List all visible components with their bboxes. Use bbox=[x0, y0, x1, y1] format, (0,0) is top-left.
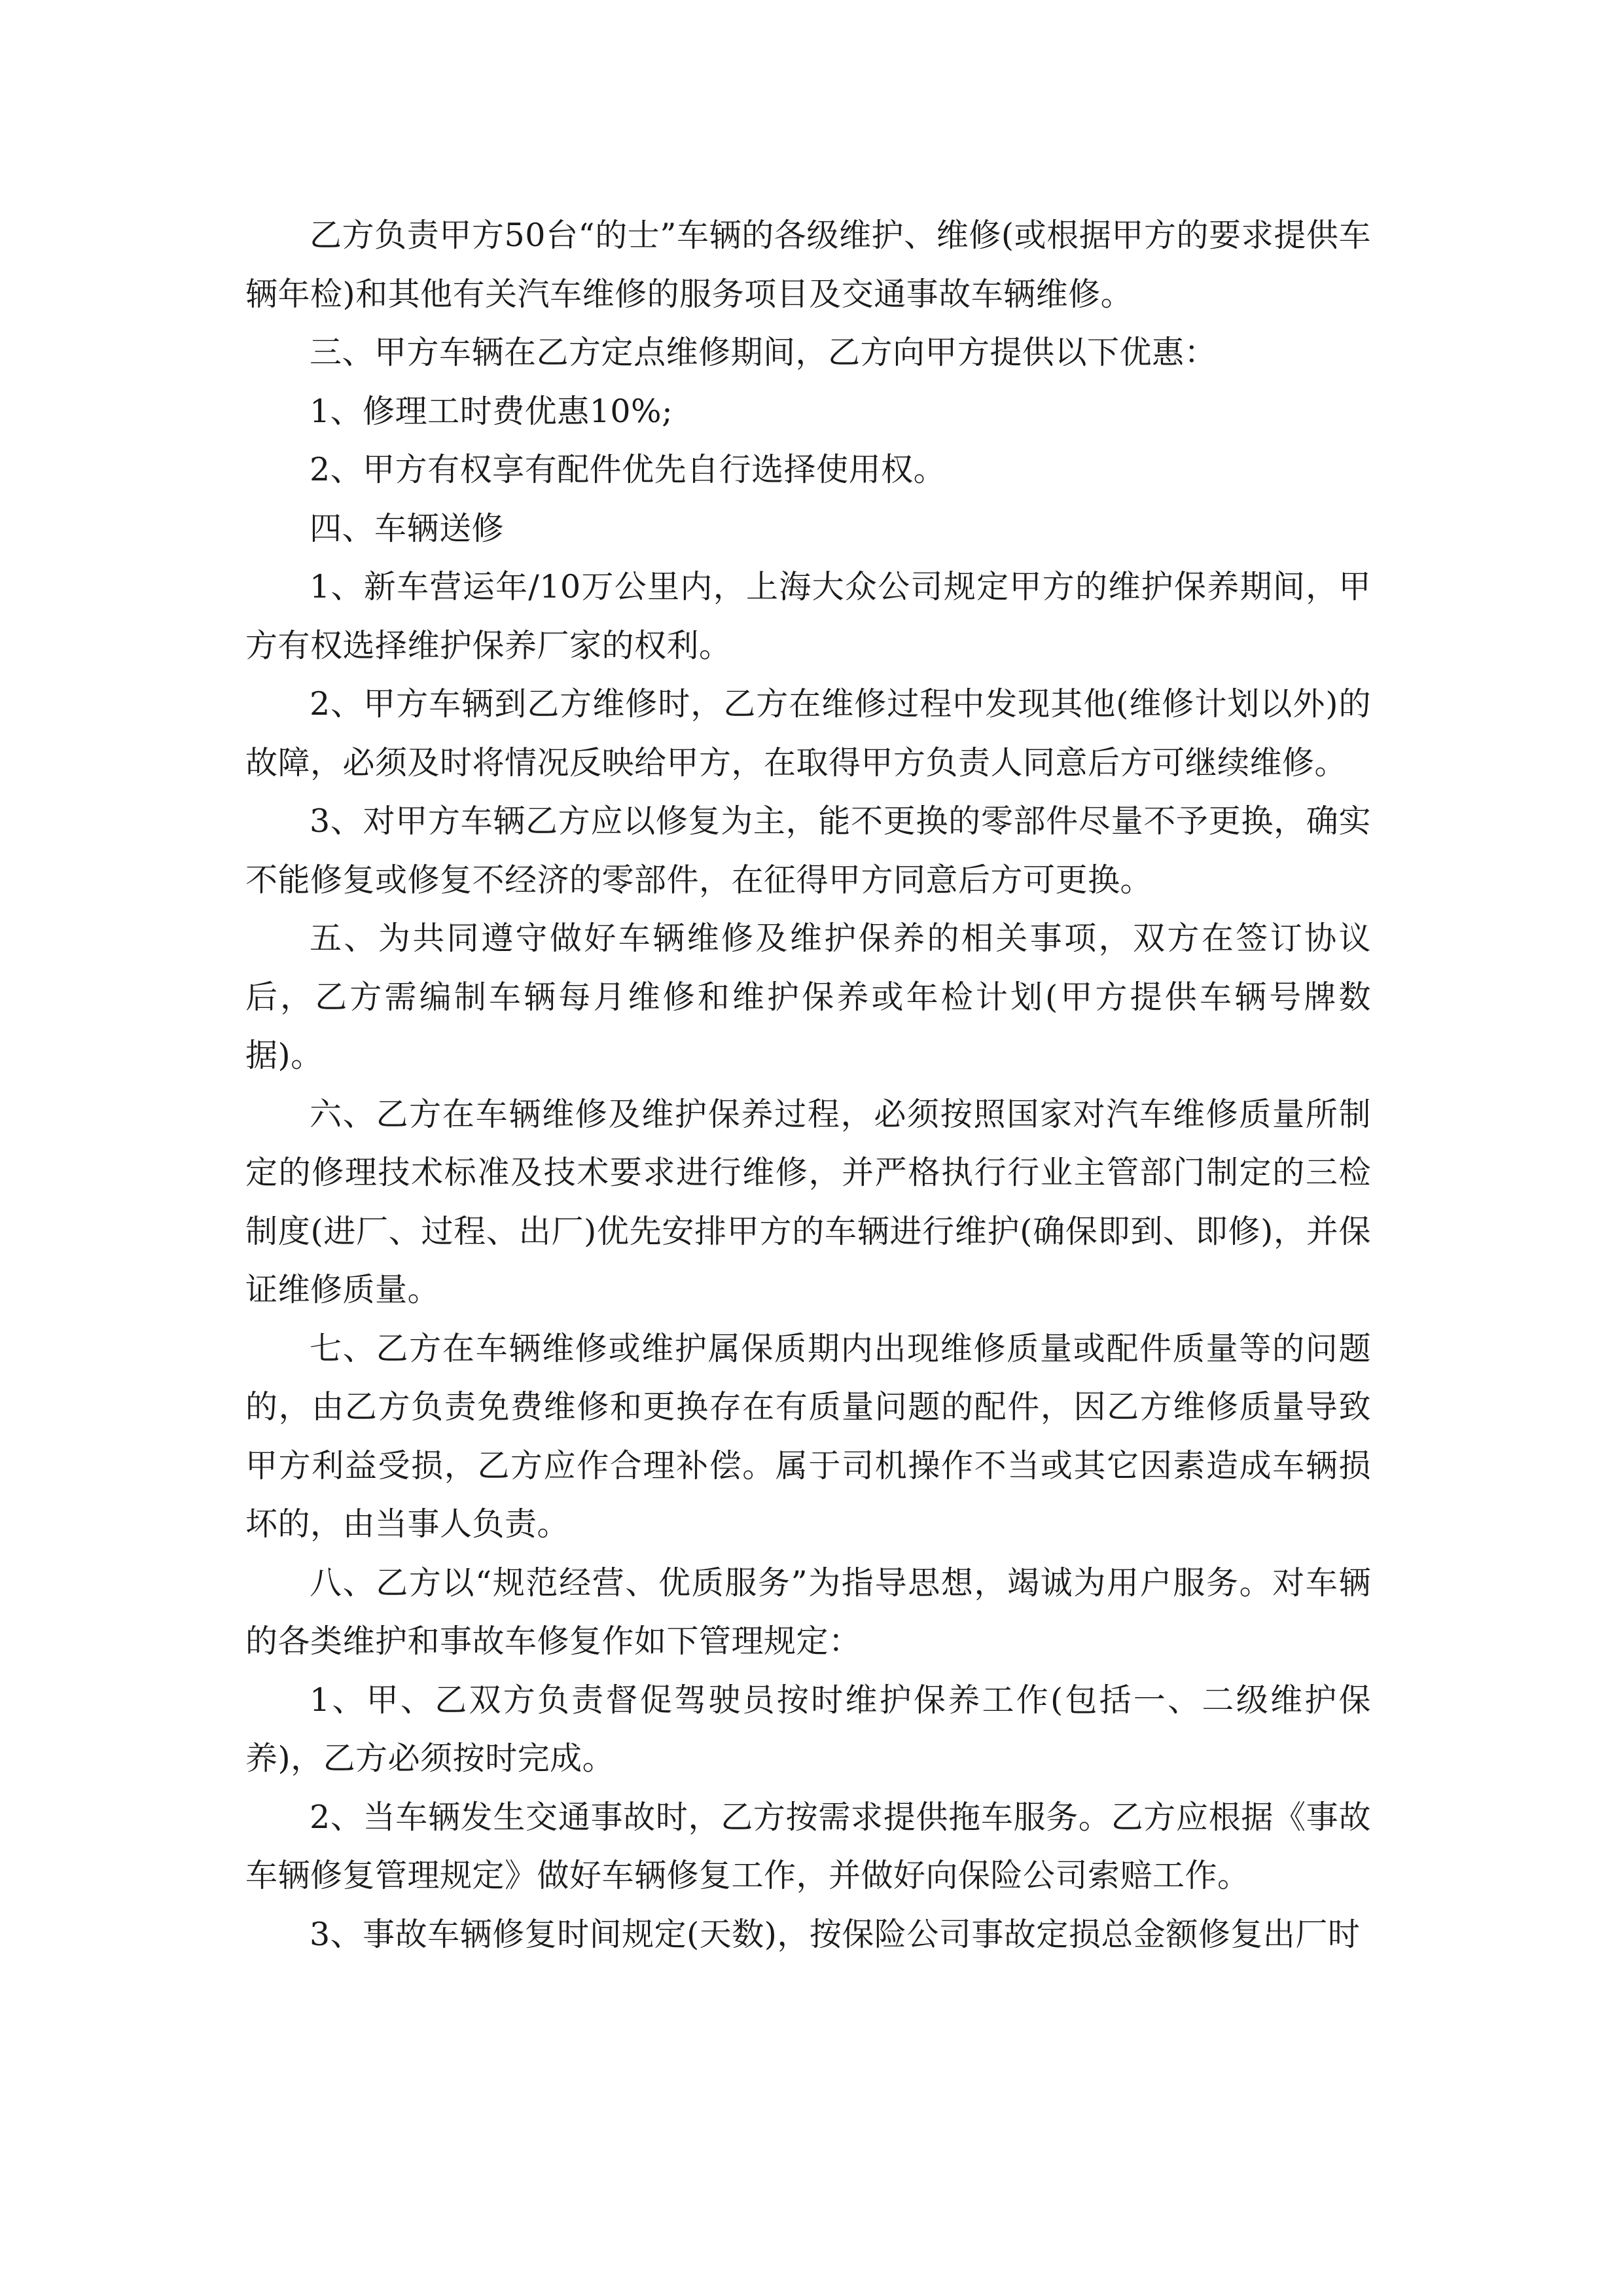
paragraph-section-4-item-2: 2、甲方车辆到乙方维修时，乙方在维修过程中发现其他(维修计划以外)的故障，必须及时将情况反映给甲方，在取得甲方负责人同意后方可继续维修。 bbox=[245, 685, 1371, 781]
paragraph-section-3-item-2: 2、甲方有权享有配件优先自行选择使用权。 bbox=[310, 451, 946, 488]
paragraph-section-7: 七、乙方在车辆维修或维护属保质期内出现维修质量或配件质量等的问题的，由乙方负责免费维修和更换存在有质量问题的配件，因乙方维修质量导致甲方利益受损，乙方应作合理补偿。属于司机操作不当或其它因素造成车辆损坏的，由当事人负责。 bbox=[245, 1329, 1371, 1543]
paragraph-section-3-heading: 三、甲方车辆在乙方定点维修期间，乙方向甲方提供以下优惠： bbox=[310, 334, 1217, 371]
paragraph-section-4-item-1: 1、新车营运年/10万公里内，上海大众公司规定甲方的维护保养期间，甲方有权选择维护保养厂家的权利。 bbox=[245, 568, 1371, 664]
paragraph-section-3-item-1: 1、修理工时费优惠10%; bbox=[310, 392, 673, 430]
paragraph-section-8-item-2: 2、当车辆发生交通事故时，乙方按需求提供拖车服务。乙方应根据《事故车辆修复管理规定》做好车辆修复工作，并做好向保险公司索赔工作。 bbox=[245, 1798, 1371, 1894]
paragraph-section-6: 六、乙方在车辆维修及维护保养过程，必须按照国家对汽车维修质量所制定的修理技术标准及技术要求进行维修，并严格执行行业主管部门制定的三检制度(进厂、过程、出厂)优先安排甲方的车辆进行维护(确保即到、即修)，并保证维修质量。 bbox=[245, 1095, 1371, 1308]
paragraph-section-5: 五、为共同遵守做好车辆维修及维护保养的相关事项，双方在签订协议后，乙方需编制车辆每月维修和维护保养或年检计划(甲方提供车辆号牌数据)。 bbox=[245, 920, 1371, 1074]
paragraph-section-8-item-1: 1、甲、乙双方负责督促驾驶员按时维护保养工作(包括一、二级维护保养)，乙方必须按时完成。 bbox=[245, 1681, 1371, 1777]
paragraph-section-4-heading: 四、车辆送修 bbox=[310, 509, 505, 547]
paragraph-section-8-item-3: 3、事故车辆修复时间规定(天数)，按保险公司事故定损总金额修复出厂时 bbox=[310, 1915, 1361, 1953]
paragraph-scope: 乙方负责甲方50台“的士”车辆的各级维护、维修(或根据甲方的要求提供车辆年检)和其他有关汽车维修的服务项目及交通事故车辆维修。 bbox=[245, 217, 1371, 313]
paragraph-section-4-item-3: 3、对甲方车辆乙方应以修复为主，能不更换的零部件尽量不予更换，确实不能修复或修复不经济的零部件，在征得甲方同意后方可更换。 bbox=[245, 802, 1371, 899]
document-body bbox=[245, 206, 1371, 1964]
paragraph-section-8-heading: 八、乙方以“规范经营、优质服务”为指导思想，竭诚为用户服务。对车辆的各类维护和事故车修复作如下管理规定： bbox=[245, 1564, 1371, 1660]
